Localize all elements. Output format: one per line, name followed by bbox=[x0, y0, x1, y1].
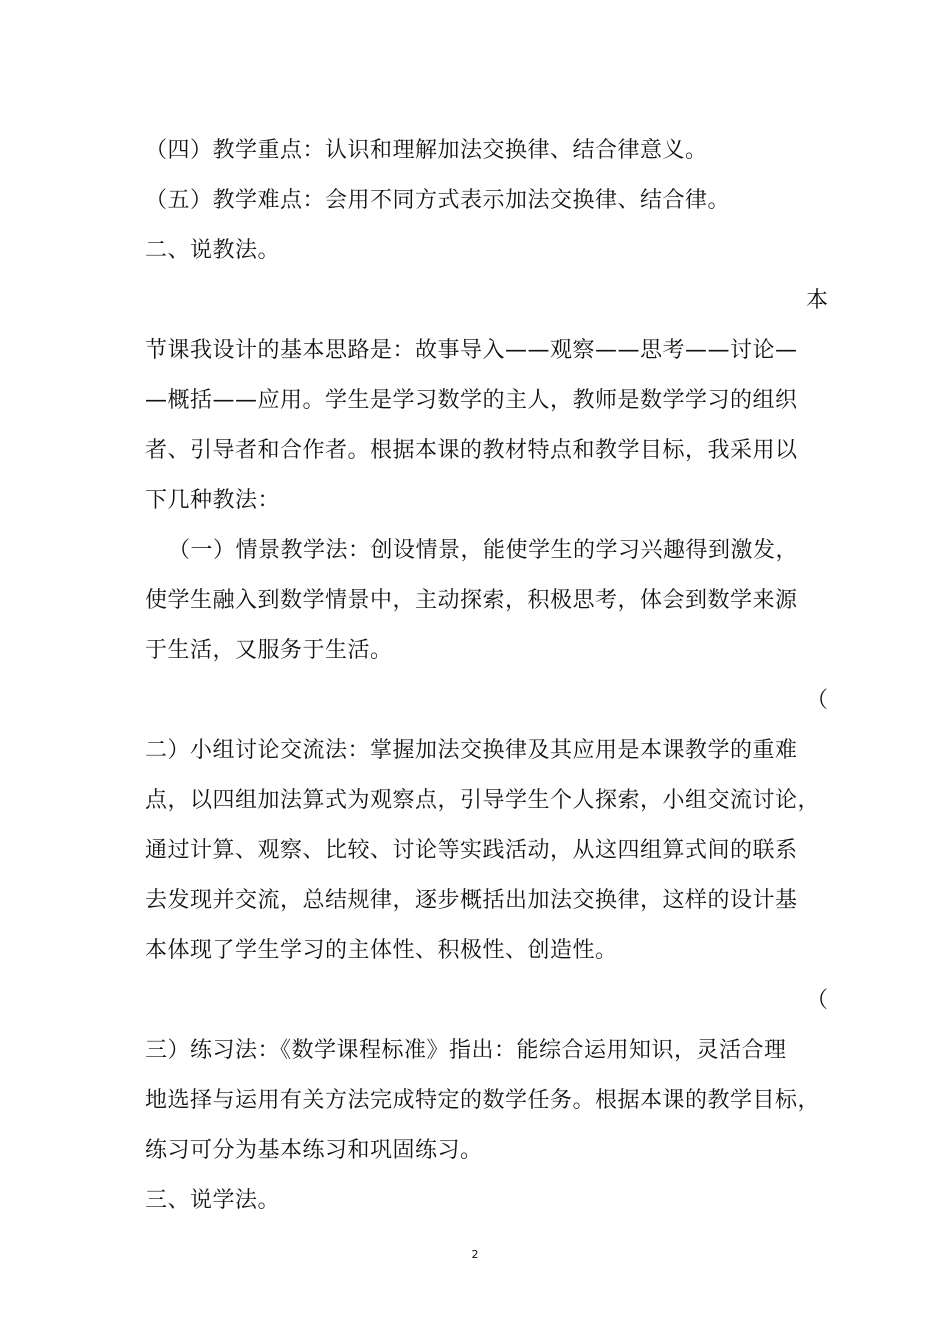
page-number: 2 bbox=[471, 1248, 479, 1261]
text-line: 本 bbox=[805, 288, 828, 313]
text-line: （一）情景教学法：创设情景，能使学生的学习兴趣得到激发， bbox=[168, 538, 799, 563]
section-heading: 二、说教法。 bbox=[145, 238, 281, 263]
text-line: 地选择与运用有关方法完成特定的数学任务。根据本课的教学目标， bbox=[145, 1088, 821, 1113]
text-line: 练习可分为基本练习和巩固练习。 bbox=[145, 1138, 483, 1163]
text-line: （五）教学难点：会用不同方式表示加法交换律、结合律。 bbox=[145, 188, 731, 213]
text-line: （ bbox=[805, 688, 828, 713]
text-line: 于生活，又服务于生活。 bbox=[145, 638, 393, 663]
text-line: 三）练习法：《数学课程标准》指出：能综合运用知识，灵活合理 bbox=[145, 1038, 787, 1063]
section-heading: 三、说学法。 bbox=[145, 1188, 281, 1213]
text-line: 点，以四组加法算式为观察点，引导学生个人探索，小组交流讨论， bbox=[145, 788, 821, 813]
text-line: （ bbox=[805, 988, 828, 1013]
text-line: 节课我设计的基本思路是：故事导入——观察——思考——讨论— bbox=[145, 338, 798, 363]
text-line: 二）小组讨论交流法：掌握加法交换律及其应用是本课教学的重难 bbox=[145, 738, 798, 763]
text-line: 下几种教法： bbox=[145, 488, 281, 513]
text-line: 者、引导者和合作者。根据本课的教材特点和教学目标，我采用以 bbox=[145, 438, 798, 463]
text-line: 本体现了学生学习的主体性、积极性、创造性。 bbox=[145, 938, 618, 963]
text-line: —概括——应用。学生是学习数学的主人，教师是数学学习的组织 bbox=[145, 388, 798, 413]
text-line: 去发现并交流，总结规律，逐步概括出加法交换律，这样的设计基 bbox=[145, 888, 798, 913]
text-line: 使学生融入到数学情景中，主动探索，积极思考，体会到数学来源 bbox=[145, 588, 798, 613]
text-line: 通过计算、观察、比较、讨论等实践活动，从这四组算式间的联系 bbox=[145, 838, 798, 863]
text-line: （四）教学重点：认识和理解加法交换律、结合律意义。 bbox=[145, 138, 708, 163]
